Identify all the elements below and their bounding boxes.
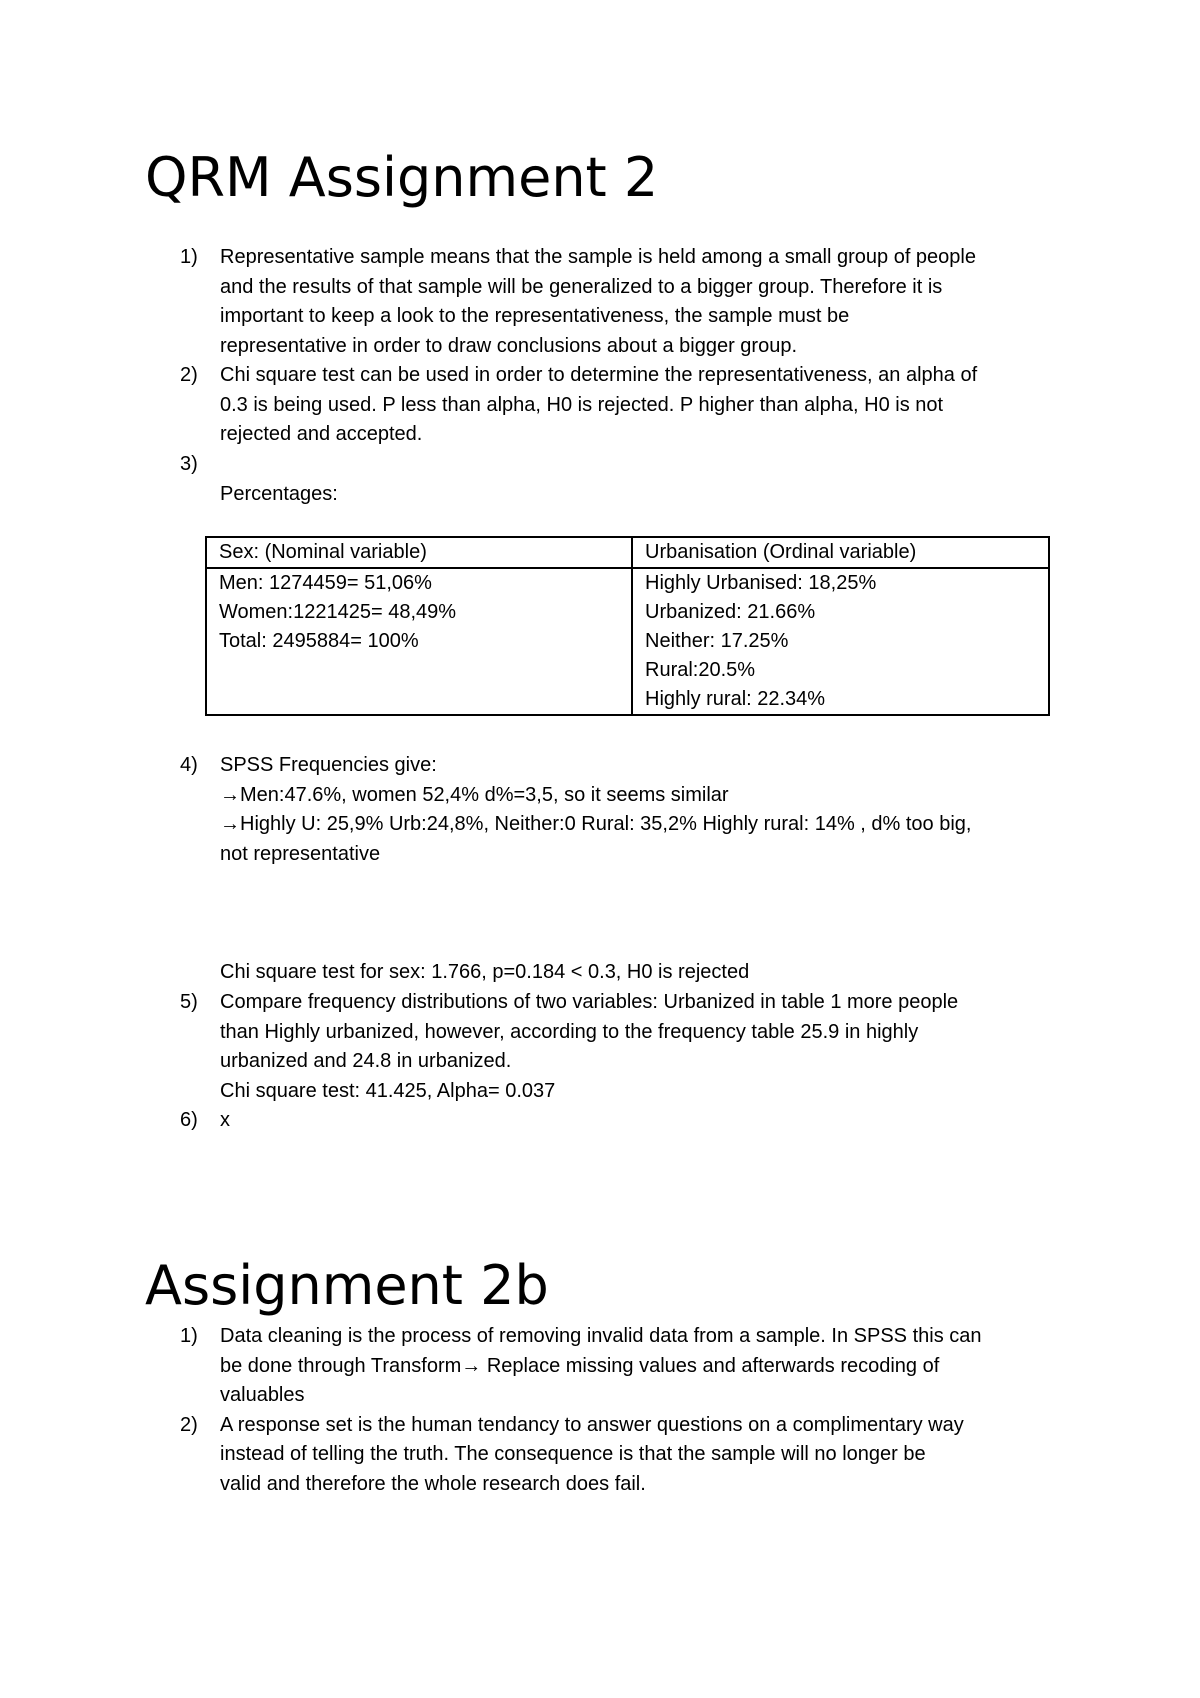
text-line: x [220,1109,230,1131]
list-item [180,1322,1080,1411]
table-row [206,568,1049,715]
numbered-list-item4 [180,751,1080,869]
cell-line: Urbanized: 21.66% [645,601,816,623]
text-line: SPSS Frequencies give: [220,754,437,776]
list-item [180,450,1080,480]
table-cell-sex [206,568,632,715]
list-number: 1) [180,246,198,268]
text-line: be done through Transform→ Replace missing values and afterwards recoding of [220,1354,940,1377]
text-line: important to keep a look to the representativeness, the sample must be [220,305,850,327]
list-item [180,988,1080,1106]
list-item [180,1106,1080,1136]
text-line: A response set is the human tendancy to answer questions on a complimentary way [220,1413,964,1436]
cell-line: Neither: 17.25% [645,630,789,652]
percentages-label: Percentages: [220,483,338,505]
cell-line: Highly Urbanised: 18,25% [645,572,877,594]
table-header-sex: Sex: (Nominal variable) [206,537,632,568]
text-line: urbanized and 24.8 in urbanized. [220,1050,512,1072]
list-number: 4) [180,754,198,776]
text-line: Chi square test: 41.425, Alpha= 0.037 [220,1079,556,1102]
text-line: Chi square test can be used in order to determine the representativeness, an alpha of [220,364,978,386]
text-line: 0.3 is being used. P less than alpha, H0 is rejected. P higher than alpha, H0 is not [220,393,944,416]
list-item [180,243,1080,361]
cell-line: Total: 2495884= 100% [219,630,419,652]
percentages-table [205,536,1050,716]
table-cell-urbanisation [632,568,1049,715]
list-number: 3) [180,452,198,475]
text-line: than Highly urbanized, however, according to the frequency table 25.9 in highly [220,1020,919,1043]
list-number: 1) [180,1325,198,1347]
list-item [180,1411,1080,1500]
cell-line: Highly rural: 22.34% [645,688,826,710]
list-number: 2) [180,1413,198,1436]
text-line: Data cleaning is the process of removing invalid data from a sample. In SPSS this can [220,1325,982,1347]
cell-line: Rural:20.5% [645,659,756,681]
text-line: →Men:47.6%, women 52,4% d%=3,5, so it seems similar [220,783,729,806]
text-line: rejected and accepted. [220,423,423,445]
cell-line: Men: 1274459= 51,06% [219,572,432,594]
list-item [180,361,1080,450]
text-line: →Highly U: 25,9% Urb:24,8%, Neither:0 Rural: 35,2% Highly rural: 14% , d% too big, [220,813,972,835]
text-line: not representative [220,842,381,865]
list-number: 2) [180,364,198,386]
numbered-list-part1 [180,243,1080,479]
list-number: 5) [180,991,198,1013]
chi-square-sex-line: Chi square test for sex: 1.766, p=0.184 < 0.3, H0 is rejected [220,961,750,983]
list-number: 6) [180,1109,198,1131]
numbered-list-assignment-2b [180,1322,1080,1499]
cell-line: Women:1221425= 48,49% [219,601,457,623]
numbered-list-part3 [180,988,1080,1136]
text-line: representative in order to draw conclusions about a bigger group. [220,334,798,357]
page-title: QRM Assignment 2 [145,146,659,209]
table-header-urbanisation: Urbanisation (Ordinal variable) [632,537,1049,568]
text-line [220,450,1080,480]
text-line: and the results of that sample will be generalized to a bigger group. Therefore it is [220,275,943,298]
section-title: Assignment 2b [145,1254,549,1317]
list-item [180,751,1080,869]
table-header-row [206,537,1049,568]
text-line: Representative sample means that the sample is held among a small group of people [220,246,976,268]
text-line: valuables [220,1384,305,1406]
text-line: Compare frequency distributions of two variables: Urbanized in table 1 more people [220,991,959,1013]
text-line: instead of telling the truth. The consequence is that the sample will no longer be [220,1443,926,1465]
text-line: valid and therefore the whole research does fail. [220,1472,646,1495]
